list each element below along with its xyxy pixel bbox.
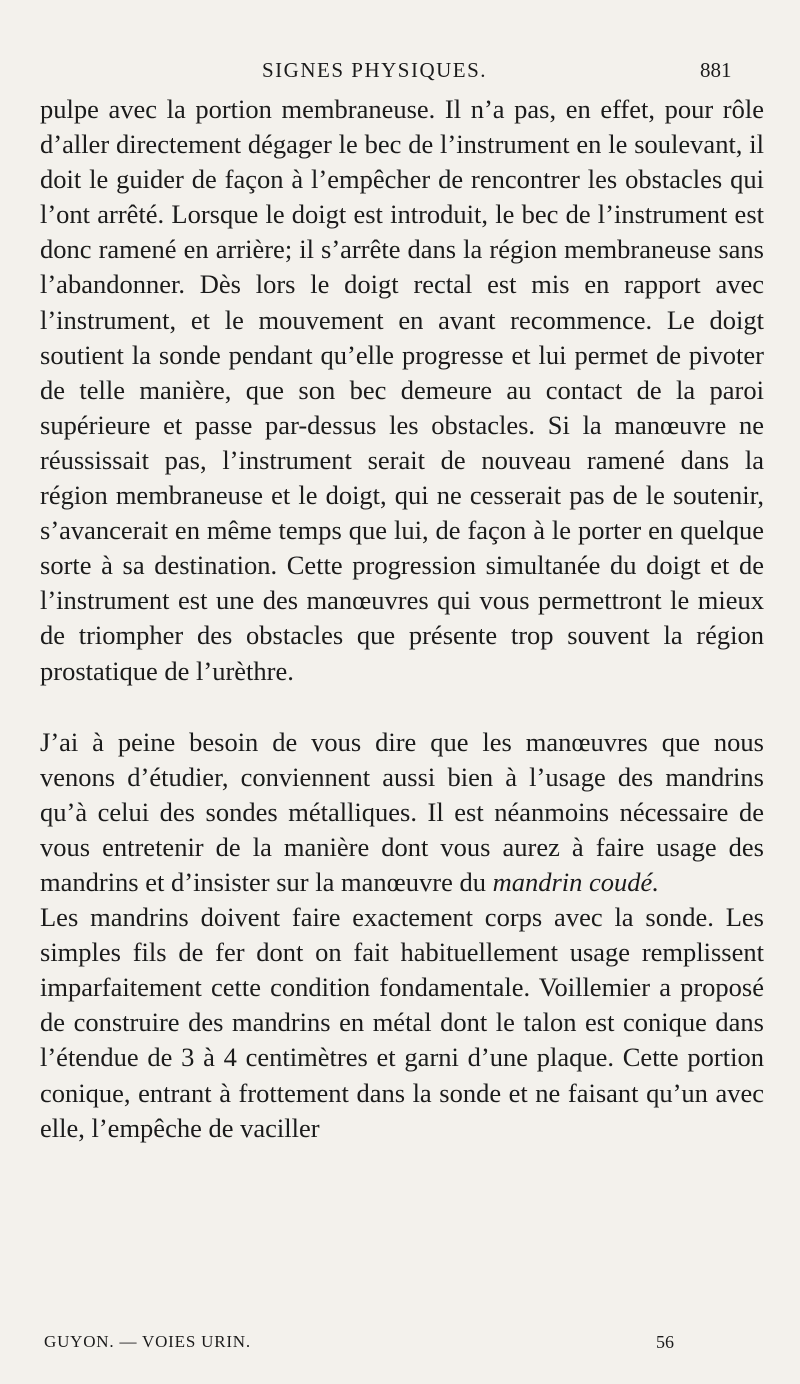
paragraph-2 bbox=[40, 725, 764, 900]
page-number: 881 bbox=[700, 58, 732, 82]
paragraph-3: Les mandrins doivent faire exactement corps avec la sonde. Les simples fils de fer dont on fait habituellement usage remplissent imparfaitement cette condition fondamentale. Voillemier a proposé de construire des mandrins en métal dont le talon est conique dans l’étendue de 3 à 4 centimètres et garni d’une plaque. Cette portion conique, entrant à frottement dans la sonde et ne faisant qu’un avec elle, l’empêche de vaciller bbox=[40, 902, 764, 1143]
body-text bbox=[40, 92, 764, 1146]
running-head bbox=[0, 58, 800, 88]
page-footer bbox=[0, 1332, 800, 1358]
footer-signature: GUYON. — VOIES URIN. bbox=[44, 1332, 251, 1351]
paragraph-2-italic-term: mandrin coudé. bbox=[492, 866, 659, 897]
paragraph-2-text: J’ai à peine besoin de vous dire que les manœuvres que nous venons d’étudier, conviennent aussi bien à l’usage des mandrins qu’à celui des sondes métalliques. Il est néanmoins nécessaire de vous entretenir de la manière dont vous aurez à faire usage des mandrins et d’insister sur la manœuvre du bbox=[40, 726, 764, 897]
running-head-title: SIGNES PHYSIQUES. bbox=[262, 58, 488, 82]
paragraph-1: pulpe avec la portion membraneuse. Il n’a pas, en effet, pour rôle d’aller directement dégager le bec de l’instrument en le soulevant, il doit le guider de façon à l’empêcher de rencontrer les obstacles qui l’ont arrêté. Lorsque le doigt est introduit, le bec de l’instrument est donc ramené en arrière; il s’arrête dans la région membraneuse sans l’abandonner. Dès lors le doigt rectal est mis en rapport avec l’instrument, et le mouvement en avant recommence. Le doigt soutient la sonde pendant qu’elle progresse et lui permet de pivoter de telle manière, que son bec demeure au contact de la paroi supérieure et passe par-dessus les obstacles. Si la manœuvre ne réussissait pas, l’instrument serait de nouveau ramené dans la région membraneuse et le doigt, qui ne cesserait pas de le soutenir, s’avancerait en même temps que lui, de façon à le porter en quelque sorte à sa destination. Cette progression simultanée du doigt et de l’instrument est une des manœuvres qui vous permettront le mieux de triompher des obstacles que présente trop souvent la région prostatique de l’urèthre. bbox=[40, 94, 764, 686]
sheet-number: 56 bbox=[656, 1332, 674, 1352]
